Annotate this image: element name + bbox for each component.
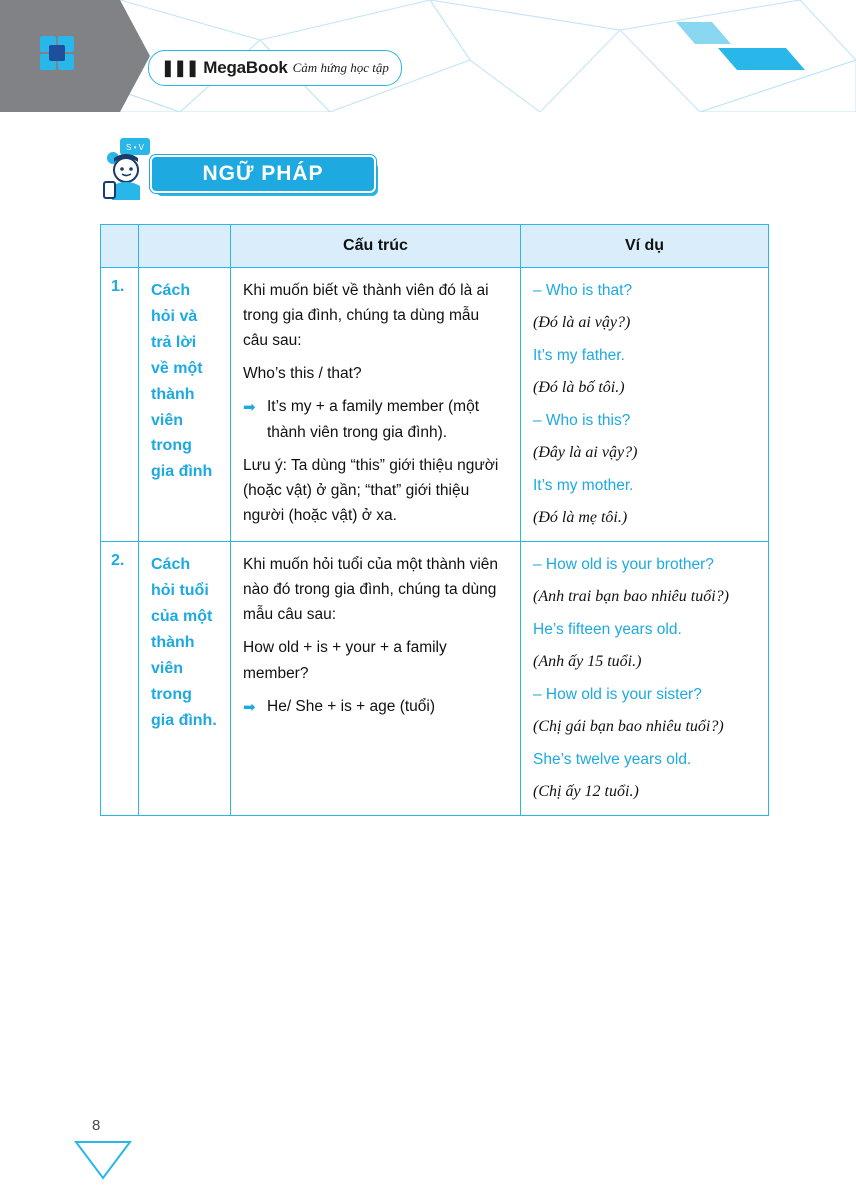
header-decoration [0,0,856,112]
structure-line: Khi muốn biết về thành viên đó là ai trong gia đình, chúng ta dùng mẫu câu sau: [243,282,489,350]
example-vi: (Đây là ai vậy?) [533,444,638,462]
row-structure [231,542,521,816]
example-en: She’s twelve years old. [533,751,692,769]
table-header-row [101,225,769,268]
column-header-number [101,225,139,268]
table-row [101,268,769,542]
table-row [101,542,769,816]
example-vi: (Chị gái bạn bao nhiêu tuổi?) [533,718,724,736]
structure-bullet-text: It’s my + a family member (một thành viên trong gia đình). [267,398,480,441]
example-vi: (Chị ấy 12 tuổi.) [533,783,639,801]
arrow-right-icon: ➡ [243,698,256,716]
example-en: – Who is that? [533,282,633,299]
logo-bars-icon: ❚❚❚ [161,60,199,77]
structure-bullet-text: He/ She + is + age (tuổi) [267,697,436,715]
example-en: He’s fifteen years old. [533,621,682,639]
footer-triangle-decoration [74,1140,132,1180]
column-header-topic [139,225,231,268]
arrow-right-icon: ➡ [243,399,256,417]
example-vi: (Đó là mẹ tôi.) [533,509,628,527]
example-vi: (Anh ấy 15 tuổi.) [533,653,642,671]
logo-text: MegaBook [203,58,288,77]
svg-text:S • V: S • V [126,143,144,152]
column-header-example: Ví dụ [521,225,769,268]
structure-line: Who’s this / that? [243,365,362,383]
page-number: 8 [92,1117,101,1134]
structure-line: Lưu ý: Ta dùng “this” giới thiệu người (hoặc vật) ở gần; “that” giới thiệu người (hoặc vật) ở xa. [243,456,499,524]
example-en: – How old is your sister? [533,686,702,704]
example-vi: (Đó là ai vậy?) [533,314,631,332]
structure-line: Khi muốn hỏi tuổi của một thành viên nào đó trong gia đình, chúng ta dùng mẫu câu sau: [243,556,499,624]
row-examples [521,268,769,542]
row-examples [521,542,769,816]
column-header-structure: Cấu trúc [231,225,521,268]
example-vi: (Đó là bố tôi.) [533,379,625,397]
row-topic: Cách hỏi và trả lời về một thành viên trong gia đình [139,268,231,542]
example-en: – How old is your brother? [533,556,714,574]
page-header [0,0,856,112]
grammar-table [100,224,769,816]
example-en: It’s my father. [533,347,625,365]
example-en: – Who is this? [533,412,631,430]
row-number: 2. [101,542,139,816]
example-vi: (Anh trai bạn bao nhiêu tuổi?) [533,588,729,606]
structure-bullet-line [243,394,508,444]
structure-line: How old + is + your + a family member? [243,639,447,682]
megabook-logo-badge [148,50,402,86]
example-en: It’s my mother. [533,477,634,495]
page-title: NGỮ PHÁP [150,155,376,193]
logo-slogan: Cảm hứng học tập [292,60,389,75]
row-number: 1. [101,268,139,542]
row-structure [231,268,521,542]
structure-bullet-line [243,694,508,719]
student-mascot-icon [100,138,156,200]
section-title-block [100,138,420,200]
row-topic: Cách hỏi tuổi của một thành viên trong gia đình. [139,542,231,816]
